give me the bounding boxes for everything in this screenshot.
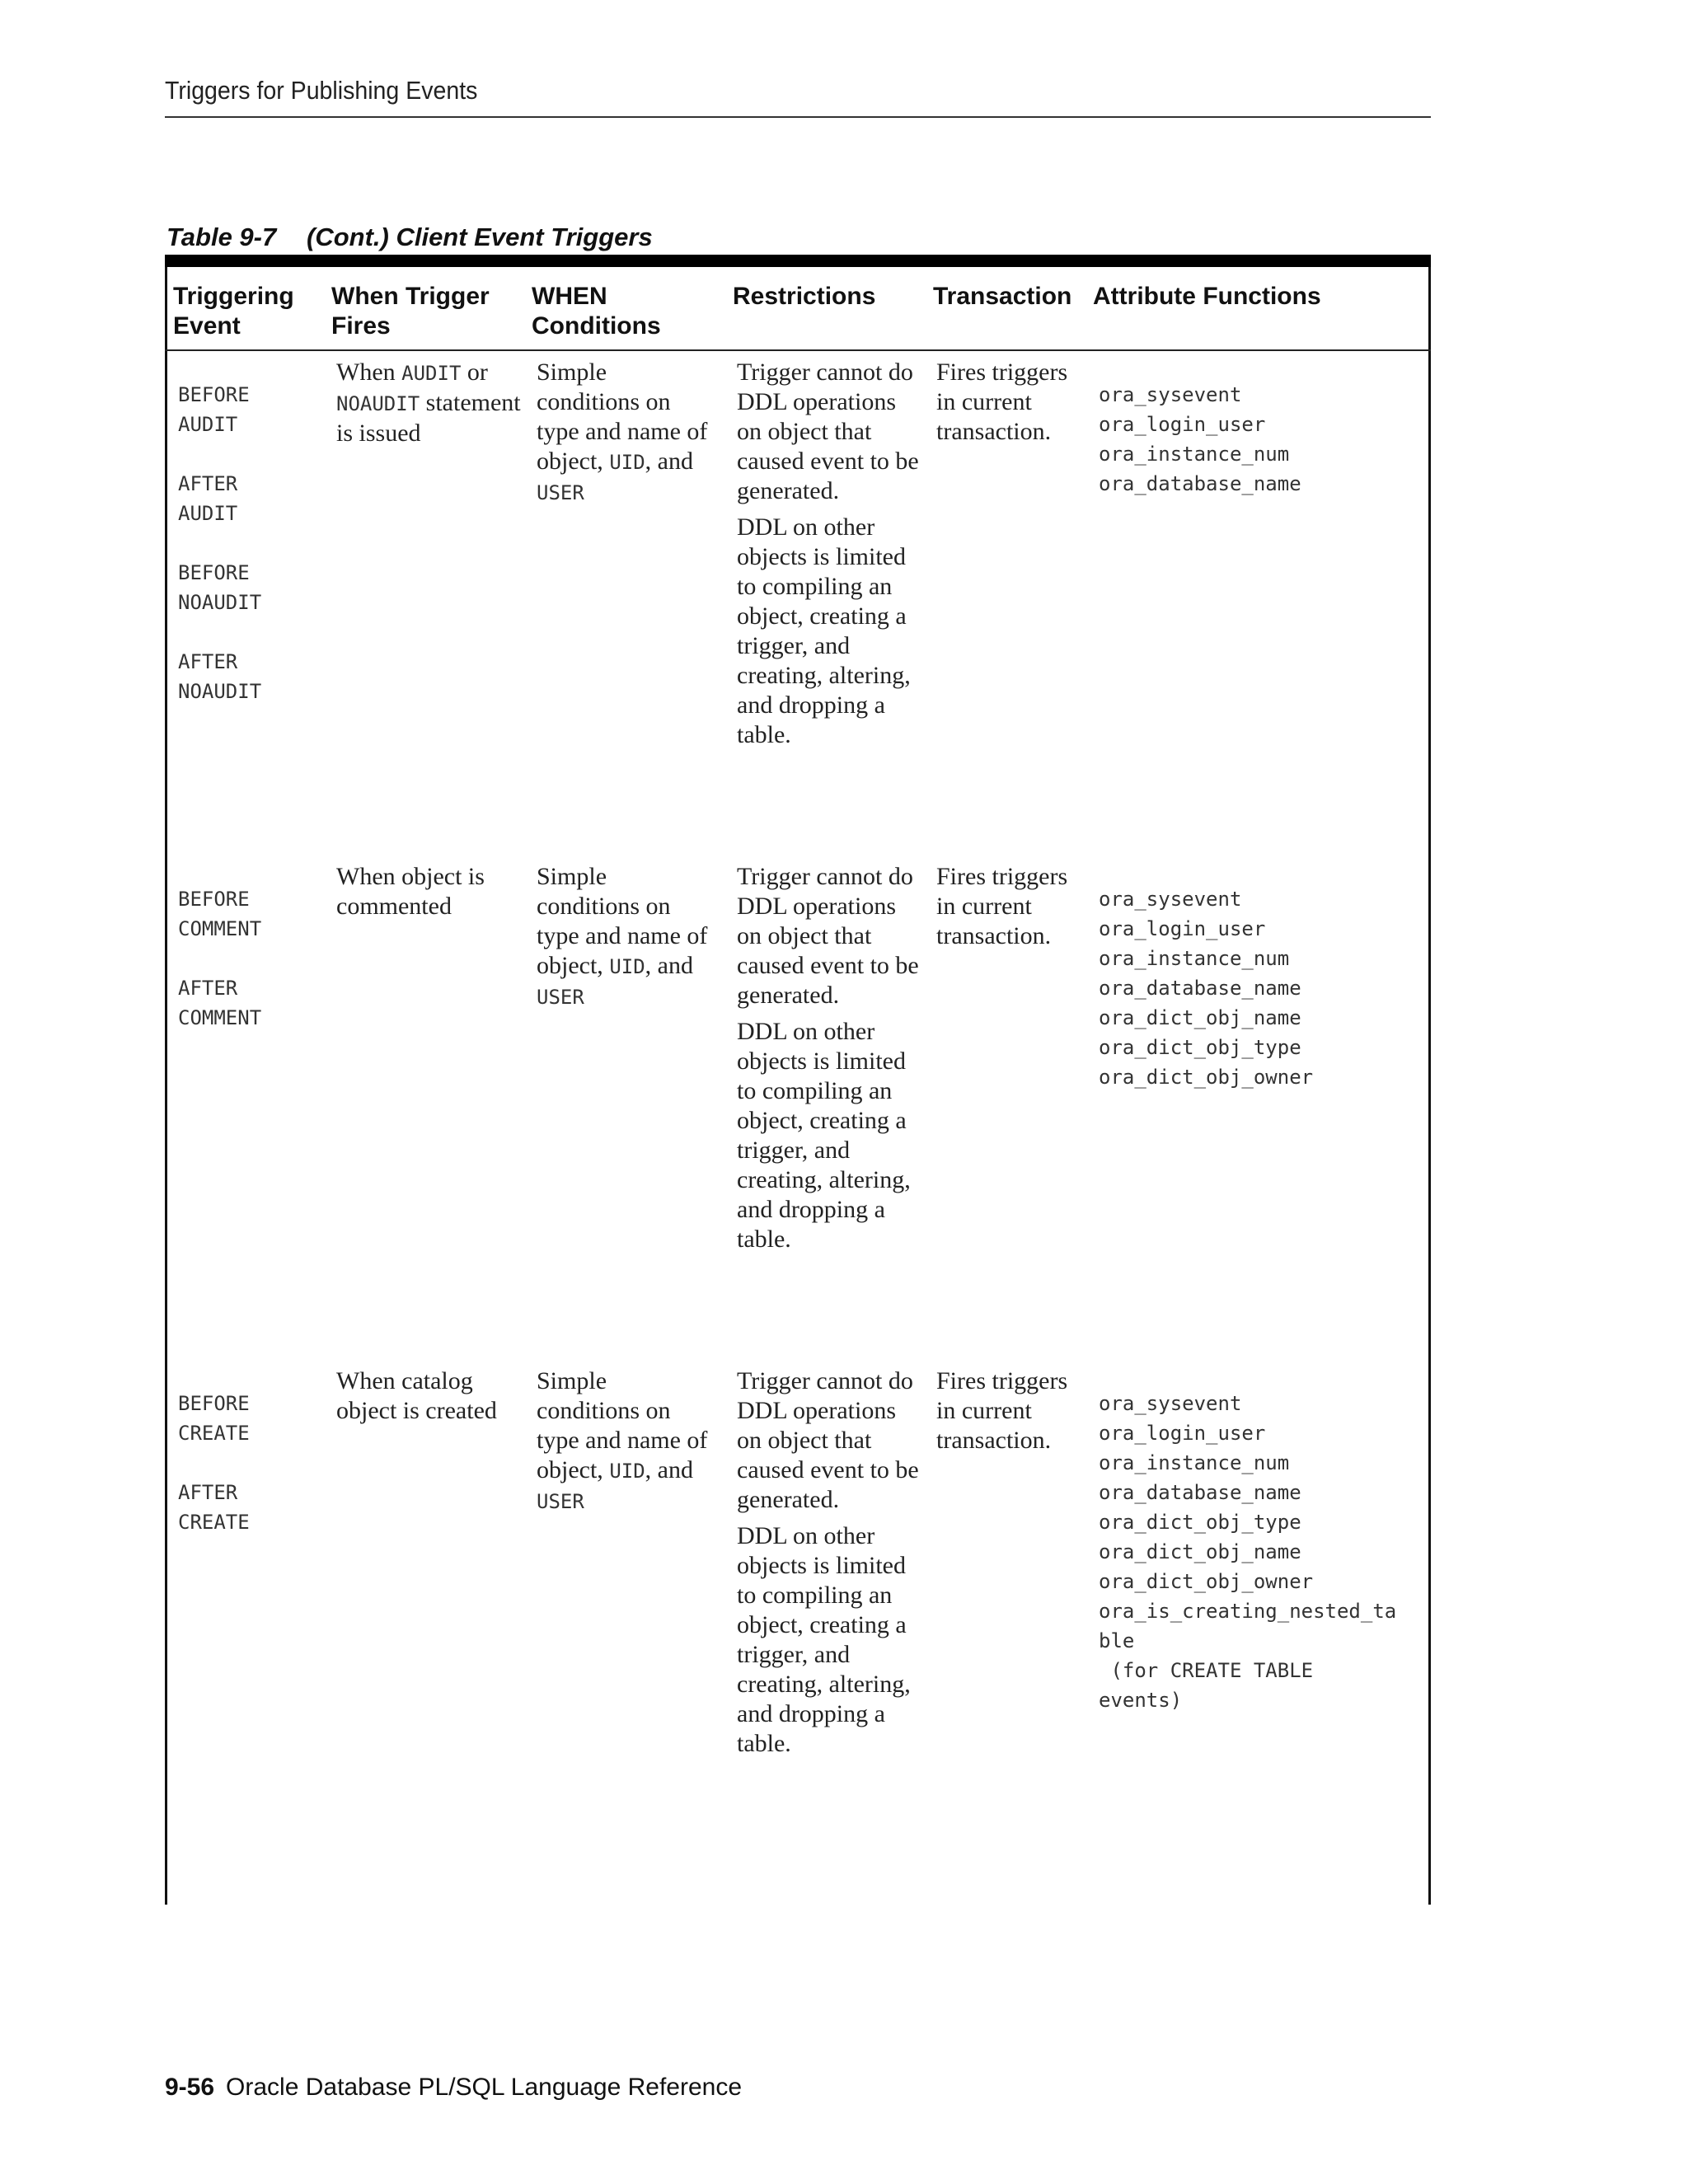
row1-transaction: Fires triggers in current transaction. (936, 359, 1068, 445)
row3-attributes: ora_sysevent ora_login_user ora_instance_num ora_database_name ora_dict_obj_type ora_dict_obj_name ora_dict_obj_owner ora_is_creating_nested_ta ble (for CREATE TABLE events) (1099, 1392, 1397, 1712)
header-rule-line (165, 349, 1431, 351)
row1-events: BEFORE AUDIT AFTER AUDIT BEFORE NOAUDIT AFTER NOAUDIT (178, 383, 262, 703)
page-footer (165, 2074, 742, 2102)
row1-conditions: Simple conditions on type and name of object, UID, and USER (537, 359, 708, 504)
header-rule (165, 116, 1431, 118)
header-transaction: Transaction (933, 283, 1072, 310)
row3-fires: When catalog object is created (336, 1367, 497, 1424)
row1-fires: When AUDIT or NOAUDIT statement is issued (336, 359, 521, 447)
row2-events: BEFORE COMMENT AFTER COMMENT (178, 888, 262, 1029)
row3-conditions: Simple conditions on type and name of object, UID, and USER (537, 1367, 708, 1513)
row2-conditions: Simple conditions on type and name of object, UID, and USER (537, 863, 708, 1009)
header-triggering-event: Triggering Event (173, 283, 294, 340)
table-number: Table 9-7 (166, 223, 277, 251)
row2-restrictions: Trigger cannot do DDL operations on object that caused event to be generated. DDL on other objects is limited to compiling an object, creating a trigger, and creating, altering, and dropping a table. (737, 863, 919, 1253)
row1-attributes: ora_sysevent ora_login_user ora_instance_num ora_database_name (1099, 383, 1301, 495)
row2-attributes: ora_sysevent ora_login_user ora_instance_num ora_database_name ora_dict_obj_name ora_dict_obj_type ora_dict_obj_owner (1099, 888, 1314, 1089)
header-when-trigger-fires: When Trigger Fires (331, 283, 490, 340)
page-number: 9-56 (165, 2074, 215, 2101)
row1-restrictions: Trigger cannot do DDL operations on object that caused event to be generated. DDL on other objects is limited to compiling an object, creating a trigger, and creating, altering, and dropping a table. (737, 359, 919, 748)
table-top-bar (165, 255, 1431, 267)
header-restrictions: Restrictions (733, 283, 876, 310)
header-when-conditions: WHEN Conditions (532, 283, 661, 340)
row3-restrictions: Trigger cannot do DDL operations on object that caused event to be generated. DDL on other objects is limited to compiling an object, creating a trigger, and creating, altering, and dropping a table. (737, 1367, 919, 1757)
table-title: (Cont.) Client Event Triggers (307, 223, 653, 251)
header-attribute-functions: Attribute Functions (1093, 283, 1321, 310)
table-caption (166, 223, 653, 252)
book-title: Oracle Database PL/SQL Language Reference (226, 2074, 743, 2101)
row2-fires: When object is commented (336, 863, 485, 920)
row2-transaction: Fires triggers in current transaction. (936, 863, 1068, 949)
row3-transaction: Fires triggers in current transaction. (936, 1367, 1068, 1454)
row3-events: BEFORE CREATE AFTER CREATE (178, 1392, 250, 1534)
running-header: Triggers for Publishing Events (165, 76, 478, 105)
